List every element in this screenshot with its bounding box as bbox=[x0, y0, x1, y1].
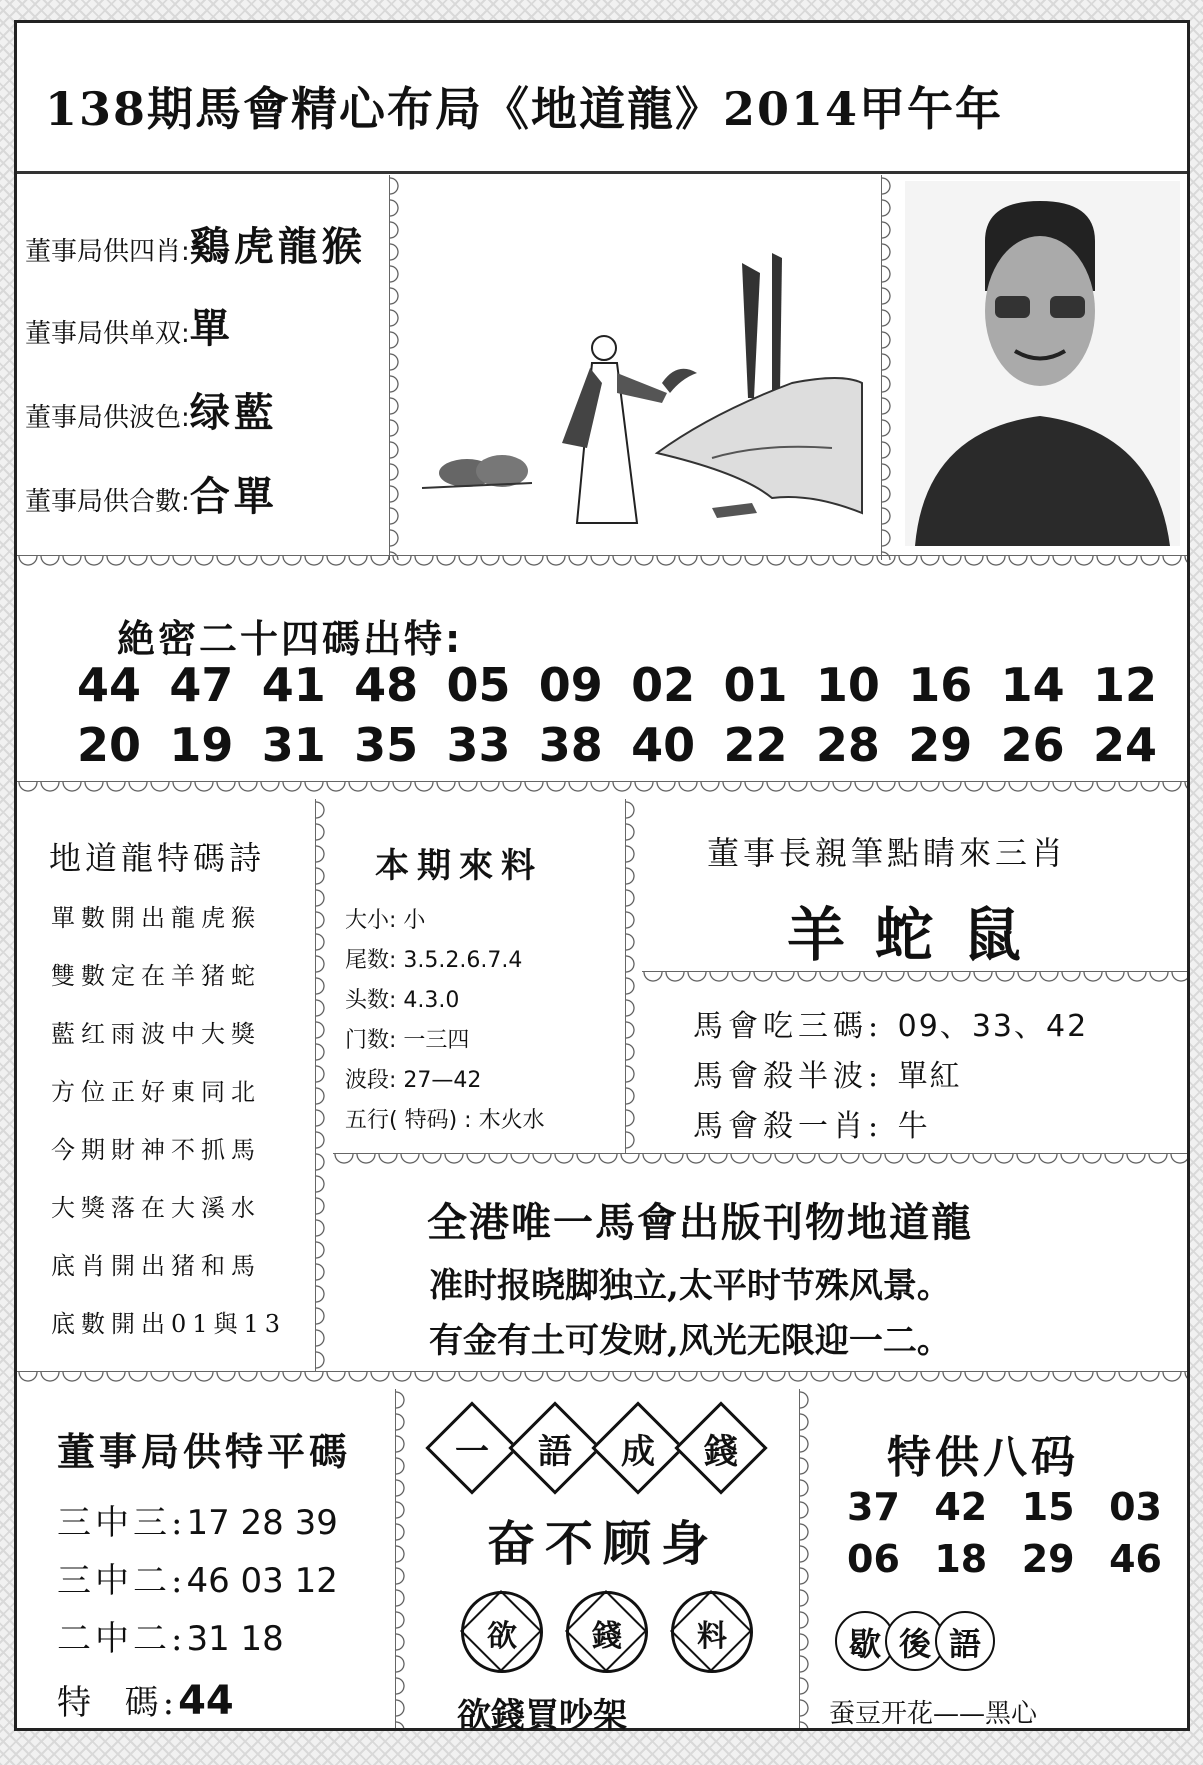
number: 47 bbox=[169, 658, 234, 712]
mahui-item: 馬會殺一肖: 牛 bbox=[693, 1109, 930, 1144]
this-issue-item: 门数: 一三四 bbox=[345, 1028, 470, 1053]
number: 29 bbox=[908, 718, 973, 772]
idiom-diamond-char: 一 bbox=[455, 1432, 489, 1472]
number: 09 bbox=[538, 658, 603, 712]
this-issue-item: 波段: 27—42 bbox=[345, 1068, 482, 1093]
flat-numbers-item: 三中三:17 28 39 bbox=[57, 1503, 338, 1543]
xiehouyu-char: 後 bbox=[898, 1625, 931, 1663]
number: 16 bbox=[908, 658, 973, 712]
chairman-picks: 羊蛇鼠 bbox=[787, 901, 1052, 969]
vine-border bbox=[315, 799, 332, 1371]
number: 14 bbox=[1000, 658, 1065, 712]
number: 35 bbox=[354, 718, 419, 772]
number: 02 bbox=[631, 658, 696, 712]
idiom-main: 奋不顾身 bbox=[487, 1516, 720, 1572]
vine-border bbox=[389, 175, 406, 560]
number: 12 bbox=[1092, 658, 1157, 712]
number: 22 bbox=[723, 718, 788, 772]
number: 29 bbox=[1021, 1537, 1075, 1581]
mahui-item: 馬會殺半波: 單紅 bbox=[693, 1059, 962, 1094]
number: 42 bbox=[934, 1485, 988, 1529]
xiehouyu-char: 歇 bbox=[848, 1625, 881, 1663]
portrait-photo bbox=[905, 181, 1180, 546]
xiehouyu-char: 語 bbox=[948, 1625, 981, 1663]
secret-24-row-1 bbox=[77, 658, 1157, 712]
slogan-headline: 全港唯一馬會出版刊物地道龍 bbox=[427, 1200, 973, 1246]
chairman-title: 董事長親筆點睛來三肖 bbox=[707, 834, 1068, 872]
slogan-verse: 准时报晓脚独立,太平时节殊风景。 bbox=[429, 1266, 951, 1306]
number: 15 bbox=[1021, 1485, 1075, 1529]
divider bbox=[17, 171, 1187, 174]
poem-title: 地道龍特碼詩 bbox=[49, 839, 266, 877]
idiom-circle-char: 欲 bbox=[487, 1619, 517, 1654]
this-issue-item: 尾数: 3.5.2.6.7.4 bbox=[345, 948, 523, 973]
this-issue-title: 本期來料 bbox=[375, 846, 543, 886]
board-item-sum: 董事局供合數:合單 bbox=[25, 473, 278, 520]
vine-divider bbox=[333, 1153, 1187, 1172]
this-issue-item: 大小: 小 bbox=[345, 908, 426, 933]
number: 26 bbox=[1000, 718, 1065, 772]
poem-line: 今期財神不抓馬 bbox=[51, 1136, 261, 1164]
number: 46 bbox=[1109, 1537, 1162, 1581]
number: 38 bbox=[538, 718, 603, 772]
number: 20 bbox=[77, 718, 142, 772]
vine-border bbox=[881, 175, 898, 560]
board-item-color: 董事局供波色:绿藍 bbox=[25, 389, 278, 436]
number: 40 bbox=[631, 718, 696, 772]
this-issue-item: 头数: 4.3.0 bbox=[345, 988, 460, 1013]
number: 05 bbox=[446, 658, 511, 712]
secret-24-row-2 bbox=[77, 718, 1157, 772]
idiom-answer: 欲錢買吵架 bbox=[457, 1696, 627, 1736]
vine-divider bbox=[642, 971, 1187, 990]
this-issue-item: 五行( 特码) : 木火水 bbox=[345, 1108, 545, 1133]
idiom-diamond-char: 語 bbox=[538, 1432, 572, 1472]
vine-border bbox=[799, 1389, 816, 1728]
board-item-zodiac: 董事局供四肖:鷄虎龍猴 bbox=[25, 223, 366, 270]
poem-line: 底肖開出猪和馬 bbox=[51, 1252, 261, 1280]
vine-divider bbox=[17, 1371, 1187, 1390]
poem-line: 雙數定在羊猪蛇 bbox=[51, 962, 261, 990]
poem-line: 藍红雨波中大獎 bbox=[51, 1020, 261, 1048]
number: 03 bbox=[1109, 1485, 1162, 1529]
number: 24 bbox=[1092, 718, 1157, 772]
number: 19 bbox=[169, 718, 234, 772]
vine-divider bbox=[17, 555, 1187, 574]
idiom-circle-char: 錢 bbox=[592, 1619, 622, 1654]
vine-divider bbox=[17, 781, 1187, 800]
number: 41 bbox=[261, 658, 326, 712]
xiehouyu-answer: 蚕豆开花——黑心 bbox=[829, 1699, 1038, 1729]
poem-line: 單數開出龍虎猴 bbox=[51, 904, 261, 932]
idiom-circle-char: 料 bbox=[697, 1619, 727, 1654]
number: 48 bbox=[354, 658, 419, 712]
number: 10 bbox=[815, 658, 880, 712]
number: 37 bbox=[847, 1485, 900, 1529]
vine-border bbox=[625, 799, 642, 1154]
number: 06 bbox=[847, 1537, 900, 1581]
mahui-item: 馬會吃三碼: 09、33、42 bbox=[693, 1009, 1089, 1044]
idiom-diamond-char: 成 bbox=[621, 1432, 655, 1472]
board-item-oddeven: 董事局供单双:單 bbox=[25, 305, 234, 352]
flat-numbers-title: 董事局供特平碼 bbox=[57, 1429, 352, 1474]
main-frame bbox=[14, 20, 1190, 1736]
page-title: 138期馬會精心布局《地道龍》2014甲午年 bbox=[45, 82, 1004, 136]
poem-line: 底數開出01與13 bbox=[51, 1310, 287, 1338]
number: 44 bbox=[77, 658, 142, 712]
number: 18 bbox=[934, 1537, 988, 1581]
slogan-verse: 有金有土可发财,风光无限迎一二。 bbox=[429, 1321, 951, 1361]
special-number: 特 碼:44 bbox=[57, 1678, 234, 1724]
eight-numbers-title: 特供八码 bbox=[887, 1432, 1079, 1483]
number: 33 bbox=[446, 718, 511, 772]
secret-24-title: 絶密二十四碼出特: bbox=[117, 617, 464, 661]
number: 31 bbox=[261, 718, 326, 772]
eight-numbers-row bbox=[847, 1537, 1162, 1581]
flat-numbers-item: 三中二:46 03 12 bbox=[57, 1561, 338, 1601]
number: 28 bbox=[815, 718, 880, 772]
flat-numbers-item: 二中二:31 18 bbox=[57, 1619, 284, 1659]
eight-numbers-row bbox=[847, 1485, 1162, 1529]
vine-border bbox=[395, 1389, 412, 1728]
poem-line: 大獎落在大溪水 bbox=[51, 1194, 261, 1222]
idiom-diamond-char: 錢 bbox=[704, 1432, 738, 1472]
scholar-illustration bbox=[412, 243, 872, 543]
poem-line: 方位正好東同北 bbox=[51, 1078, 261, 1106]
number: 01 bbox=[723, 658, 788, 712]
